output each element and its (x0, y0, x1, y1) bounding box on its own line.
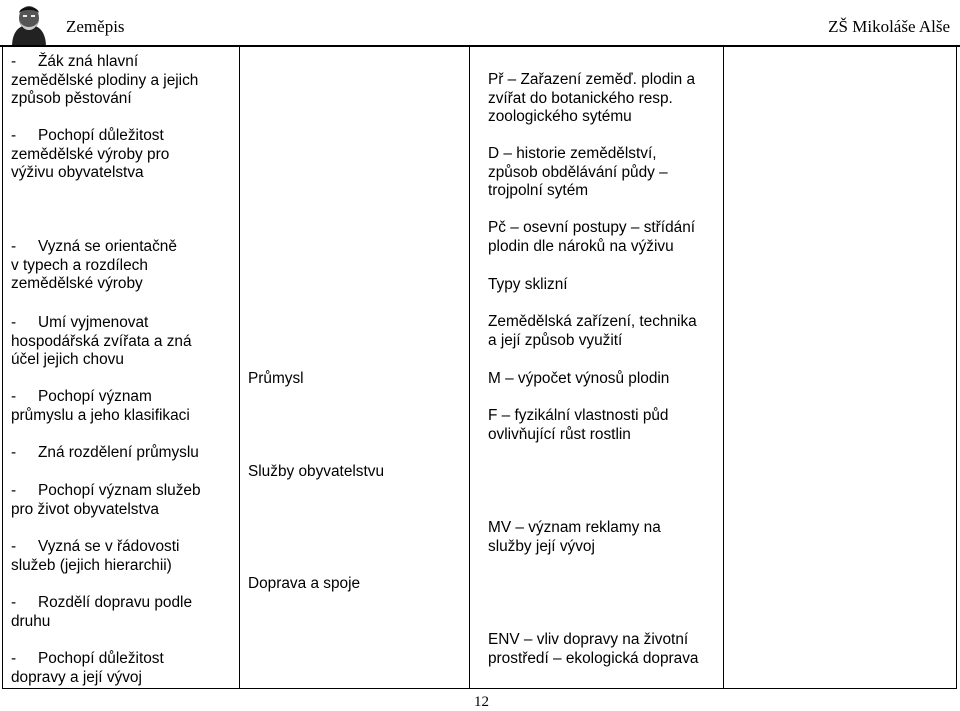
curriculum-table (2, 47, 957, 689)
outcome-item: - Rozdělí dopravu podle druhu (11, 594, 193, 630)
subject-title: Zeměpis (66, 17, 125, 36)
topic-item: Průmysl (248, 370, 304, 387)
column-divider (469, 47, 470, 688)
outcome-item: - Vyzná se orientačně v typech a rozdílech zemědělské výroby (11, 238, 177, 292)
link-item: M – výpočet výnosů plodin (488, 370, 670, 387)
page-header (0, 0, 960, 48)
link-item: ENV – vliv dopravy na životní prostředí – ekologická doprava (488, 631, 699, 667)
outcome-item: - Vyzná se v řádovosti služeb (jejich hierarchii) (11, 538, 180, 574)
outcome-item: - Zná rozdělení průmyslu (11, 444, 199, 461)
outcome-item: - Pochopí důležitost zemědělské výroby pro výživu obyvatelstva (11, 127, 170, 181)
link-item: Typy sklizní (488, 276, 568, 293)
school-name: ZŠ Mikoláše Alše (828, 17, 950, 36)
outcome-item: - Žák zná hlavní zemědělské plodiny a jejich způsob pěstování (11, 53, 199, 107)
column-divider (723, 47, 724, 688)
page-number: 12 (474, 694, 489, 710)
link-item: F – fyzikální vlastnosti půd ovlivňující růst rostlin (488, 407, 669, 443)
link-item: Př – Zařazení zeměď. plodin a zvířat do botanického resp. zoologického sytému (488, 71, 696, 125)
portrait-logo-icon (6, 3, 52, 47)
link-item: Pč – osevní postupy – střídání plodin dle nároků na výživu (488, 219, 696, 255)
topic-item: Služby obyvatelstvu (248, 463, 385, 480)
link-item: D – historie zemědělství, způsob obdělávání půdy – trojpolní sytém (488, 145, 668, 199)
outcome-item: - Pochopí důležitost dopravy a její vývoj (11, 650, 164, 686)
topic-item: Doprava a spoje (248, 575, 361, 592)
outcome-item: - Pochopí význam služeb pro život obyvatelstva (11, 482, 201, 518)
outcome-item: - Umí vyjmenovat hospodářská zvířata a zná účel jejich chovu (11, 314, 192, 368)
link-item: Zemědělská zařízení, technika a její způsob využití (488, 313, 697, 349)
link-item: MV – význam reklamy na služby její vývoj (488, 519, 661, 555)
outcome-item: - Pochopí význam průmyslu a jeho klasifikaci (11, 388, 190, 424)
column-divider (239, 47, 240, 688)
